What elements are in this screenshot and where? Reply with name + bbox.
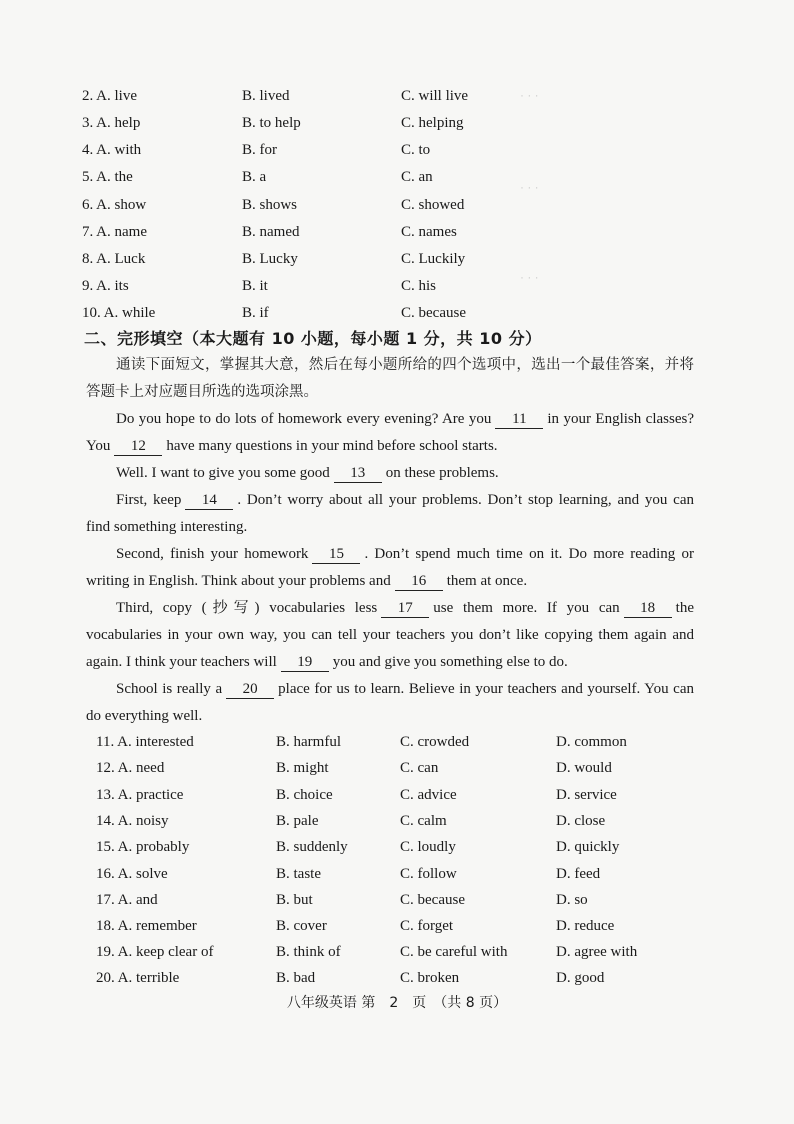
- option-a: 11. A. interested: [96, 734, 194, 750]
- option-c: C. will live: [401, 88, 469, 104]
- option-row: [0, 940, 794, 964]
- blank-number: 12: [114, 437, 162, 456]
- option-c: C. showed: [401, 197, 465, 213]
- option-d: D. good: [556, 970, 605, 986]
- option-b: B. cover: [276, 918, 327, 934]
- option-c: C. Luckily: [401, 251, 466, 267]
- option-row: [0, 138, 794, 162]
- option-b: B. Lucky: [242, 251, 298, 267]
- option-a: 2. A. live: [82, 88, 137, 104]
- option-row: [0, 783, 794, 807]
- option-c: C. his: [401, 278, 437, 294]
- option-a: 9. A. its: [82, 278, 129, 294]
- passage-paragraph: Second, finish your homework 15 . Don’t spend much time on it. Do more reading or writing in English. Think about your problems and 16 them at once.: [86, 546, 694, 589]
- passage-paragraph: Third, copy (抄写) vocabularies less 17 use them more. If you can 18 the vocabularies in your own way, you can tell your teachers you don’t like copying them again and again. I think your teachers will 19 you and give you something else to do.: [86, 600, 694, 670]
- section-instructions: 通读下面短文，掌握其大意，然后在每小题所给的四个选项中，选出一个最佳答案，并将答题卡上对应题目所选的选项涂黑。: [86, 357, 694, 400]
- option-c: C. advice: [400, 787, 457, 803]
- option-a: 8. A. Luck: [82, 251, 146, 267]
- option-a: 16. A. solve: [96, 866, 168, 882]
- option-a: 10. A. while: [82, 305, 156, 321]
- option-row: [0, 835, 794, 859]
- option-b: B. it: [242, 278, 268, 294]
- passage-paragraph: First, keep 14 . Don’t worry about all your problems. Don’t stop learning, and you can find something interesting.: [86, 492, 694, 535]
- option-a: 12. A. need: [96, 760, 165, 776]
- bleed-through-text: · · ·: [520, 180, 539, 194]
- option-b: B. might: [276, 760, 329, 776]
- passage-paragraph: School is really a 20 place for us to learn. Believe in your teachers and yourself. You can do everything well.: [86, 681, 694, 724]
- option-c: C. forget: [400, 918, 454, 934]
- option-b: B. for: [242, 142, 277, 158]
- option-c: C. can: [400, 760, 439, 776]
- option-c: C. loudly: [400, 839, 456, 855]
- option-row: [0, 247, 794, 271]
- option-a: 3. A. help: [82, 115, 141, 131]
- option-row: [0, 301, 794, 325]
- option-a: 13. A. practice: [96, 787, 184, 803]
- option-row: [0, 914, 794, 938]
- option-c: C. because: [401, 305, 466, 321]
- option-row: [0, 862, 794, 886]
- blank-number: 15: [312, 545, 360, 564]
- option-a: 7. A. name: [82, 224, 147, 240]
- option-b: B. if: [242, 305, 269, 321]
- option-row: [0, 274, 794, 298]
- section-heading: 二、完形填空（本大题有 10 小题，每小题 1 分，共 10 分）: [84, 329, 542, 348]
- option-a: 6. A. show: [82, 197, 147, 213]
- option-row: [0, 809, 794, 833]
- option-c: C. to: [401, 142, 431, 158]
- blank-number: 18: [624, 599, 672, 618]
- option-b: B. shows: [242, 197, 298, 213]
- option-c: C. broken: [400, 970, 460, 986]
- option-b: B. think of: [276, 944, 341, 960]
- option-a: 5. A. the: [82, 169, 133, 185]
- option-a: 15. A. probably: [96, 839, 190, 855]
- option-b: B. bad: [276, 970, 316, 986]
- option-a: 18. A. remember: [96, 918, 197, 934]
- option-d: D. close: [556, 813, 606, 829]
- option-d: D. would: [556, 760, 612, 776]
- option-d: D. feed: [556, 866, 601, 882]
- option-c: C. calm: [400, 813, 447, 829]
- option-c: C. be careful with: [400, 944, 508, 960]
- option-b: B. suddenly: [276, 839, 348, 855]
- bleed-through-text: · · ·: [520, 88, 539, 102]
- option-a: 17. A. and: [96, 892, 158, 908]
- option-a: 20. A. terrible: [96, 970, 180, 986]
- option-d: D. common: [556, 734, 627, 750]
- option-d: D. reduce: [556, 918, 615, 934]
- option-b: B. harmful: [276, 734, 341, 750]
- option-b: B. a: [242, 169, 267, 185]
- blank-number: 19: [281, 653, 329, 672]
- bleed-through-text: · · ·: [520, 270, 539, 284]
- page-footer: 八年级英语 第 2 页 （共 8 页）: [286, 995, 508, 1011]
- option-row: [0, 966, 794, 990]
- blank-number: 16: [395, 572, 443, 591]
- option-c: C. follow: [400, 866, 457, 882]
- blank-number: 14: [185, 491, 233, 510]
- option-a: 14. A. noisy: [96, 813, 169, 829]
- option-b: B. pale: [276, 813, 319, 829]
- option-b: B. to help: [242, 115, 301, 131]
- option-row: [0, 888, 794, 912]
- option-row: [0, 193, 794, 217]
- option-a: 19. A. keep clear of: [96, 944, 214, 960]
- passage-paragraph: Do you hope to do lots of homework every evening? Are you 11 in your English classes? You 12 have many questions in your mind before school starts.: [86, 411, 694, 454]
- blank-number: 17: [381, 599, 429, 618]
- option-c: C. helping: [401, 115, 464, 131]
- blank-number: 11: [495, 410, 543, 429]
- option-b: B. taste: [276, 866, 321, 882]
- blank-number: 20: [226, 680, 274, 699]
- option-d: D. service: [556, 787, 617, 803]
- option-b: B. choice: [276, 787, 333, 803]
- option-a: 4. A. with: [82, 142, 142, 158]
- option-row: [0, 730, 794, 754]
- option-row: [0, 111, 794, 135]
- option-row: [0, 165, 794, 189]
- option-b: B. but: [276, 892, 313, 908]
- option-row: [0, 220, 794, 244]
- option-c: C. because: [400, 892, 465, 908]
- option-c: C. an: [401, 169, 433, 185]
- option-row: [0, 756, 794, 780]
- option-row: [0, 84, 794, 108]
- option-c: C. names: [401, 224, 457, 240]
- blank-number: 13: [334, 464, 382, 483]
- option-d: D. quickly: [556, 839, 620, 855]
- option-d: D. agree with: [556, 944, 638, 960]
- passage-paragraph: Well. I want to give you some good 13 on these problems.: [116, 465, 499, 481]
- option-c: C. crowded: [400, 734, 470, 750]
- option-d: D. so: [556, 892, 588, 908]
- option-b: B. named: [242, 224, 300, 240]
- option-b: B. lived: [242, 88, 290, 104]
